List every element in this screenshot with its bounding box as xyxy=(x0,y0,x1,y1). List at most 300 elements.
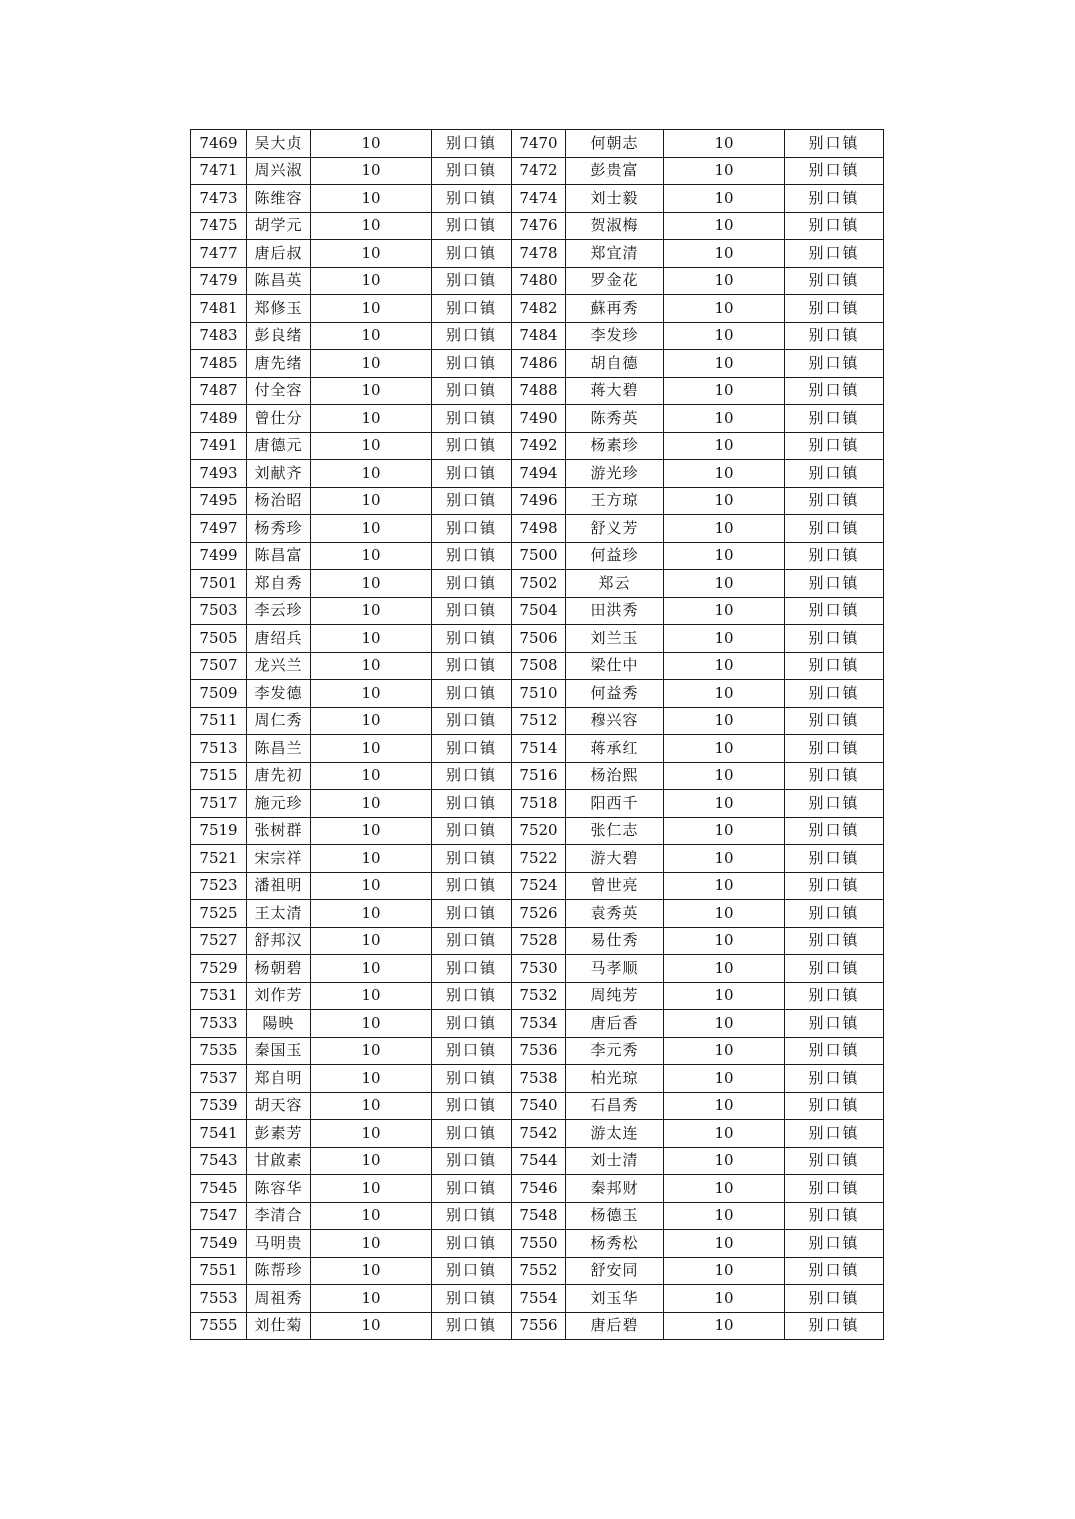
left-serial-number-cell: 7473 xyxy=(191,185,247,213)
table-row xyxy=(191,130,884,158)
left-town-cell: 别口镇 xyxy=(432,597,512,625)
right-amount-cell: 10 xyxy=(664,625,785,653)
right-amount-cell: 10 xyxy=(664,542,785,570)
right-town-cell: 别口镇 xyxy=(785,1257,884,1285)
right-person-name-cell: 杨治熙 xyxy=(566,762,664,790)
right-serial-number-cell: 7510 xyxy=(512,680,566,708)
left-person-name-cell: 陈帮珍 xyxy=(247,1257,311,1285)
right-amount-cell: 10 xyxy=(664,1010,785,1038)
table-row xyxy=(191,515,884,543)
right-serial-number-cell: 7514 xyxy=(512,735,566,763)
right-serial-number-cell: 7512 xyxy=(512,707,566,735)
right-town-cell: 别口镇 xyxy=(785,597,884,625)
table-row xyxy=(191,1312,884,1340)
left-town-cell: 别口镇 xyxy=(432,570,512,598)
right-town-cell: 别口镇 xyxy=(785,680,884,708)
left-serial-number-cell: 7535 xyxy=(191,1037,247,1065)
right-serial-number-cell: 7502 xyxy=(512,570,566,598)
left-town-cell: 别口镇 xyxy=(432,762,512,790)
table-row xyxy=(191,350,884,378)
right-serial-number-cell: 7540 xyxy=(512,1092,566,1120)
right-person-name-cell: 杨素珍 xyxy=(566,432,664,460)
left-person-name-cell: 李云珍 xyxy=(247,597,311,625)
right-town-cell: 别口镇 xyxy=(785,130,884,158)
left-amount-cell: 10 xyxy=(311,487,432,515)
left-person-name-cell: 宋宗祥 xyxy=(247,845,311,873)
left-town-cell: 别口镇 xyxy=(432,460,512,488)
left-amount-cell: 10 xyxy=(311,927,432,955)
left-person-name-cell: 王太清 xyxy=(247,900,311,928)
right-amount-cell: 10 xyxy=(664,295,785,323)
right-amount-cell: 10 xyxy=(664,927,785,955)
left-serial-number-cell: 7525 xyxy=(191,900,247,928)
right-amount-cell: 10 xyxy=(664,1147,785,1175)
left-amount-cell: 10 xyxy=(311,1257,432,1285)
left-town-cell: 别口镇 xyxy=(432,1202,512,1230)
table-row xyxy=(191,295,884,323)
right-town-cell: 别口镇 xyxy=(785,1065,884,1093)
right-person-name-cell: 彭贵富 xyxy=(566,157,664,185)
right-serial-number-cell: 7534 xyxy=(512,1010,566,1038)
right-person-name-cell: 舒义芳 xyxy=(566,515,664,543)
right-serial-number-cell: 7520 xyxy=(512,817,566,845)
left-amount-cell: 10 xyxy=(311,322,432,350)
right-person-name-cell: 游光珍 xyxy=(566,460,664,488)
right-town-cell: 别口镇 xyxy=(785,377,884,405)
right-person-name-cell: 阳西千 xyxy=(566,790,664,818)
right-town-cell: 别口镇 xyxy=(785,487,884,515)
right-serial-number-cell: 7522 xyxy=(512,845,566,873)
table-row xyxy=(191,597,884,625)
left-serial-number-cell: 7551 xyxy=(191,1257,247,1285)
right-person-name-cell: 杨德玉 xyxy=(566,1202,664,1230)
left-person-name-cell: 周仁秀 xyxy=(247,707,311,735)
right-amount-cell: 10 xyxy=(664,212,785,240)
right-town-cell: 别口镇 xyxy=(785,1010,884,1038)
left-person-name-cell: 甘啟素 xyxy=(247,1147,311,1175)
left-amount-cell: 10 xyxy=(311,130,432,158)
left-amount-cell: 10 xyxy=(311,460,432,488)
left-person-name-cell: 杨治昭 xyxy=(247,487,311,515)
table-row xyxy=(191,1147,884,1175)
right-serial-number-cell: 7486 xyxy=(512,350,566,378)
left-amount-cell: 10 xyxy=(311,1010,432,1038)
left-person-name-cell: 李清合 xyxy=(247,1202,311,1230)
right-amount-cell: 10 xyxy=(664,900,785,928)
left-person-name-cell: 唐先初 xyxy=(247,762,311,790)
right-person-name-cell: 石昌秀 xyxy=(566,1092,664,1120)
right-town-cell: 别口镇 xyxy=(785,1092,884,1120)
left-amount-cell: 10 xyxy=(311,295,432,323)
left-serial-number-cell: 7503 xyxy=(191,597,247,625)
right-serial-number-cell: 7554 xyxy=(512,1285,566,1313)
left-town-cell: 别口镇 xyxy=(432,1257,512,1285)
left-amount-cell: 10 xyxy=(311,762,432,790)
right-serial-number-cell: 7480 xyxy=(512,267,566,295)
right-person-name-cell: 郑宜清 xyxy=(566,240,664,268)
table-row xyxy=(191,405,884,433)
left-person-name-cell: 胡天容 xyxy=(247,1092,311,1120)
left-town-cell: 别口镇 xyxy=(432,185,512,213)
left-person-name-cell: 杨朝碧 xyxy=(247,955,311,983)
left-person-name-cell: 周祖秀 xyxy=(247,1285,311,1313)
left-amount-cell: 10 xyxy=(311,157,432,185)
left-town-cell: 别口镇 xyxy=(432,1120,512,1148)
table-row xyxy=(191,982,884,1010)
right-amount-cell: 10 xyxy=(664,130,785,158)
left-person-name-cell: 唐后叔 xyxy=(247,240,311,268)
right-amount-cell: 10 xyxy=(664,597,785,625)
left-person-name-cell: 彭素芳 xyxy=(247,1120,311,1148)
right-amount-cell: 10 xyxy=(664,1092,785,1120)
left-person-name-cell: 刘仕菊 xyxy=(247,1312,311,1340)
left-serial-number-cell: 7483 xyxy=(191,322,247,350)
left-amount-cell: 10 xyxy=(311,707,432,735)
right-serial-number-cell: 7538 xyxy=(512,1065,566,1093)
right-town-cell: 别口镇 xyxy=(785,405,884,433)
left-town-cell: 别口镇 xyxy=(432,1010,512,1038)
right-amount-cell: 10 xyxy=(664,185,785,213)
left-serial-number-cell: 7501 xyxy=(191,570,247,598)
left-town-cell: 别口镇 xyxy=(432,680,512,708)
table-row xyxy=(191,735,884,763)
right-serial-number-cell: 7550 xyxy=(512,1230,566,1258)
left-town-cell: 别口镇 xyxy=(432,1147,512,1175)
table-row xyxy=(191,570,884,598)
left-town-cell: 别口镇 xyxy=(432,240,512,268)
left-person-name-cell: 唐德元 xyxy=(247,432,311,460)
left-serial-number-cell: 7523 xyxy=(191,872,247,900)
table-row xyxy=(191,1257,884,1285)
left-amount-cell: 10 xyxy=(311,1230,432,1258)
left-amount-cell: 10 xyxy=(311,1285,432,1313)
right-serial-number-cell: 7542 xyxy=(512,1120,566,1148)
left-serial-number-cell: 7547 xyxy=(191,1202,247,1230)
left-serial-number-cell: 7549 xyxy=(191,1230,247,1258)
left-serial-number-cell: 7491 xyxy=(191,432,247,460)
right-amount-cell: 10 xyxy=(664,845,785,873)
right-serial-number-cell: 7530 xyxy=(512,955,566,983)
right-town-cell: 别口镇 xyxy=(785,542,884,570)
right-town-cell: 别口镇 xyxy=(785,955,884,983)
left-serial-number-cell: 7495 xyxy=(191,487,247,515)
left-serial-number-cell: 7531 xyxy=(191,982,247,1010)
right-serial-number-cell: 7490 xyxy=(512,405,566,433)
right-amount-cell: 10 xyxy=(664,762,785,790)
left-serial-number-cell: 7553 xyxy=(191,1285,247,1313)
right-person-name-cell: 穆兴容 xyxy=(566,707,664,735)
right-town-cell: 别口镇 xyxy=(785,185,884,213)
table-row xyxy=(191,1120,884,1148)
roster-body xyxy=(191,130,884,1340)
left-amount-cell: 10 xyxy=(311,790,432,818)
left-person-name-cell: 舒邦汉 xyxy=(247,927,311,955)
table-row xyxy=(191,955,884,983)
left-town-cell: 别口镇 xyxy=(432,267,512,295)
left-town-cell: 别口镇 xyxy=(432,1037,512,1065)
right-amount-cell: 10 xyxy=(664,460,785,488)
left-person-name-cell: 陈昌英 xyxy=(247,267,311,295)
left-person-name-cell: 唐先绪 xyxy=(247,350,311,378)
left-serial-number-cell: 7515 xyxy=(191,762,247,790)
table-row xyxy=(191,267,884,295)
right-serial-number-cell: 7526 xyxy=(512,900,566,928)
left-serial-number-cell: 7529 xyxy=(191,955,247,983)
right-town-cell: 别口镇 xyxy=(785,322,884,350)
right-person-name-cell: 何朝志 xyxy=(566,130,664,158)
table-row xyxy=(191,1065,884,1093)
left-town-cell: 别口镇 xyxy=(432,1092,512,1120)
right-amount-cell: 10 xyxy=(664,322,785,350)
right-town-cell: 别口镇 xyxy=(785,652,884,680)
right-serial-number-cell: 7474 xyxy=(512,185,566,213)
left-amount-cell: 10 xyxy=(311,597,432,625)
table-row xyxy=(191,1037,884,1065)
left-town-cell: 别口镇 xyxy=(432,1230,512,1258)
right-town-cell: 别口镇 xyxy=(785,1285,884,1313)
table-row xyxy=(191,845,884,873)
left-town-cell: 别口镇 xyxy=(432,1285,512,1313)
left-amount-cell: 10 xyxy=(311,900,432,928)
right-amount-cell: 10 xyxy=(664,735,785,763)
right-serial-number-cell: 7476 xyxy=(512,212,566,240)
left-amount-cell: 10 xyxy=(311,652,432,680)
left-town-cell: 别口镇 xyxy=(432,130,512,158)
right-amount-cell: 10 xyxy=(664,350,785,378)
right-amount-cell: 10 xyxy=(664,377,785,405)
left-town-cell: 别口镇 xyxy=(432,900,512,928)
right-amount-cell: 10 xyxy=(664,1202,785,1230)
right-amount-cell: 10 xyxy=(664,1175,785,1203)
right-serial-number-cell: 7478 xyxy=(512,240,566,268)
left-town-cell: 别口镇 xyxy=(432,295,512,323)
left-town-cell: 别口镇 xyxy=(432,1175,512,1203)
right-amount-cell: 10 xyxy=(664,872,785,900)
right-person-name-cell: 袁秀英 xyxy=(566,900,664,928)
right-amount-cell: 10 xyxy=(664,707,785,735)
right-person-name-cell: 刘士毅 xyxy=(566,185,664,213)
left-town-cell: 别口镇 xyxy=(432,542,512,570)
left-serial-number-cell: 7519 xyxy=(191,817,247,845)
right-town-cell: 别口镇 xyxy=(785,157,884,185)
left-person-name-cell: 龙兴兰 xyxy=(247,652,311,680)
left-person-name-cell: 刘作芳 xyxy=(247,982,311,1010)
left-serial-number-cell: 7499 xyxy=(191,542,247,570)
right-person-name-cell: 柏光琼 xyxy=(566,1065,664,1093)
left-serial-number-cell: 7507 xyxy=(191,652,247,680)
right-town-cell: 别口镇 xyxy=(785,432,884,460)
table-row xyxy=(191,652,884,680)
left-person-name-cell: 马明贵 xyxy=(247,1230,311,1258)
left-person-name-cell: 曾仕分 xyxy=(247,405,311,433)
left-person-name-cell: 郑自明 xyxy=(247,1065,311,1093)
right-person-name-cell: 马孝顺 xyxy=(566,955,664,983)
right-town-cell: 别口镇 xyxy=(785,1312,884,1340)
left-person-name-cell: 陈维容 xyxy=(247,185,311,213)
table-row xyxy=(191,817,884,845)
right-serial-number-cell: 7518 xyxy=(512,790,566,818)
right-person-name-cell: 易仕秀 xyxy=(566,927,664,955)
right-serial-number-cell: 7488 xyxy=(512,377,566,405)
table-row xyxy=(191,1285,884,1313)
right-person-name-cell: 游太连 xyxy=(566,1120,664,1148)
left-amount-cell: 10 xyxy=(311,1120,432,1148)
right-person-name-cell: 何益秀 xyxy=(566,680,664,708)
left-amount-cell: 10 xyxy=(311,267,432,295)
left-town-cell: 别口镇 xyxy=(432,322,512,350)
left-person-name-cell: 唐绍兵 xyxy=(247,625,311,653)
left-amount-cell: 10 xyxy=(311,982,432,1010)
left-amount-cell: 10 xyxy=(311,350,432,378)
right-person-name-cell: 唐后碧 xyxy=(566,1312,664,1340)
left-serial-number-cell: 7481 xyxy=(191,295,247,323)
right-serial-number-cell: 7470 xyxy=(512,130,566,158)
left-serial-number-cell: 7545 xyxy=(191,1175,247,1203)
left-amount-cell: 10 xyxy=(311,1065,432,1093)
left-serial-number-cell: 7539 xyxy=(191,1092,247,1120)
left-serial-number-cell: 7487 xyxy=(191,377,247,405)
right-person-name-cell: 蒋承红 xyxy=(566,735,664,763)
table-row xyxy=(191,900,884,928)
table-row xyxy=(191,322,884,350)
right-amount-cell: 10 xyxy=(664,1230,785,1258)
table-row xyxy=(191,927,884,955)
left-town-cell: 别口镇 xyxy=(432,377,512,405)
left-person-name-cell: 胡学元 xyxy=(247,212,311,240)
right-serial-number-cell: 7548 xyxy=(512,1202,566,1230)
right-serial-number-cell: 7556 xyxy=(512,1312,566,1340)
right-amount-cell: 10 xyxy=(664,790,785,818)
table-row xyxy=(191,157,884,185)
right-town-cell: 别口镇 xyxy=(785,267,884,295)
table-row xyxy=(191,707,884,735)
right-serial-number-cell: 7546 xyxy=(512,1175,566,1203)
left-serial-number-cell: 7469 xyxy=(191,130,247,158)
right-town-cell: 别口镇 xyxy=(785,927,884,955)
right-person-name-cell: 周纯芳 xyxy=(566,982,664,1010)
right-person-name-cell: 罗金花 xyxy=(566,267,664,295)
right-amount-cell: 10 xyxy=(664,405,785,433)
right-amount-cell: 10 xyxy=(664,652,785,680)
left-amount-cell: 10 xyxy=(311,1175,432,1203)
left-serial-number-cell: 7497 xyxy=(191,515,247,543)
left-serial-number-cell: 7509 xyxy=(191,680,247,708)
right-town-cell: 别口镇 xyxy=(785,460,884,488)
left-town-cell: 别口镇 xyxy=(432,212,512,240)
right-serial-number-cell: 7536 xyxy=(512,1037,566,1065)
left-person-name-cell: 施元珍 xyxy=(247,790,311,818)
right-amount-cell: 10 xyxy=(664,1312,785,1340)
right-person-name-cell: 秦邦财 xyxy=(566,1175,664,1203)
left-amount-cell: 10 xyxy=(311,377,432,405)
right-amount-cell: 10 xyxy=(664,515,785,543)
right-town-cell: 别口镇 xyxy=(785,707,884,735)
right-town-cell: 别口镇 xyxy=(785,762,884,790)
left-amount-cell: 10 xyxy=(311,212,432,240)
table-row xyxy=(191,1175,884,1203)
right-serial-number-cell: 7498 xyxy=(512,515,566,543)
left-town-cell: 别口镇 xyxy=(432,872,512,900)
right-serial-number-cell: 7516 xyxy=(512,762,566,790)
right-serial-number-cell: 7544 xyxy=(512,1147,566,1175)
left-serial-number-cell: 7521 xyxy=(191,845,247,873)
table-row xyxy=(191,377,884,405)
right-amount-cell: 10 xyxy=(664,680,785,708)
right-serial-number-cell: 7472 xyxy=(512,157,566,185)
right-person-name-cell: 蒋大碧 xyxy=(566,377,664,405)
left-person-name-cell: 陈容华 xyxy=(247,1175,311,1203)
right-person-name-cell: 刘士清 xyxy=(566,1147,664,1175)
left-serial-number-cell: 7533 xyxy=(191,1010,247,1038)
right-amount-cell: 10 xyxy=(664,1120,785,1148)
right-town-cell: 别口镇 xyxy=(785,212,884,240)
right-town-cell: 别口镇 xyxy=(785,295,884,323)
left-serial-number-cell: 7471 xyxy=(191,157,247,185)
left-person-name-cell: 张树群 xyxy=(247,817,311,845)
right-amount-cell: 10 xyxy=(664,982,785,1010)
left-town-cell: 别口镇 xyxy=(432,515,512,543)
right-person-name-cell: 王方琼 xyxy=(566,487,664,515)
left-serial-number-cell: 7541 xyxy=(191,1120,247,1148)
left-amount-cell: 10 xyxy=(311,1202,432,1230)
right-person-name-cell: 蘇再秀 xyxy=(566,295,664,323)
right-person-name-cell: 杨秀松 xyxy=(566,1230,664,1258)
table-row xyxy=(191,212,884,240)
left-serial-number-cell: 7513 xyxy=(191,735,247,763)
right-amount-cell: 10 xyxy=(664,817,785,845)
table-row xyxy=(191,432,884,460)
right-amount-cell: 10 xyxy=(664,1257,785,1285)
right-serial-number-cell: 7500 xyxy=(512,542,566,570)
left-town-cell: 别口镇 xyxy=(432,652,512,680)
right-town-cell: 别口镇 xyxy=(785,350,884,378)
right-town-cell: 别口镇 xyxy=(785,872,884,900)
left-town-cell: 别口镇 xyxy=(432,432,512,460)
right-person-name-cell: 刘玉华 xyxy=(566,1285,664,1313)
right-serial-number-cell: 7508 xyxy=(512,652,566,680)
right-amount-cell: 10 xyxy=(664,240,785,268)
right-amount-cell: 10 xyxy=(664,1285,785,1313)
right-person-name-cell: 刘兰玉 xyxy=(566,625,664,653)
left-amount-cell: 10 xyxy=(311,185,432,213)
right-town-cell: 别口镇 xyxy=(785,982,884,1010)
right-town-cell: 别口镇 xyxy=(785,1037,884,1065)
table-row xyxy=(191,625,884,653)
right-serial-number-cell: 7552 xyxy=(512,1257,566,1285)
left-town-cell: 别口镇 xyxy=(432,350,512,378)
left-amount-cell: 10 xyxy=(311,817,432,845)
right-serial-number-cell: 7532 xyxy=(512,982,566,1010)
right-person-name-cell: 李元秀 xyxy=(566,1037,664,1065)
left-amount-cell: 10 xyxy=(311,735,432,763)
left-amount-cell: 10 xyxy=(311,515,432,543)
table-row xyxy=(191,1092,884,1120)
right-person-name-cell: 张仁志 xyxy=(566,817,664,845)
table-row xyxy=(191,1230,884,1258)
left-amount-cell: 10 xyxy=(311,405,432,433)
left-person-name-cell: 陽映 xyxy=(247,1010,311,1038)
left-amount-cell: 10 xyxy=(311,570,432,598)
left-amount-cell: 10 xyxy=(311,1037,432,1065)
table-row xyxy=(191,185,884,213)
right-amount-cell: 10 xyxy=(664,1037,785,1065)
right-person-name-cell: 李发珍 xyxy=(566,322,664,350)
table-row xyxy=(191,790,884,818)
left-town-cell: 别口镇 xyxy=(432,405,512,433)
right-town-cell: 别口镇 xyxy=(785,1202,884,1230)
right-town-cell: 别口镇 xyxy=(785,817,884,845)
left-serial-number-cell: 7485 xyxy=(191,350,247,378)
